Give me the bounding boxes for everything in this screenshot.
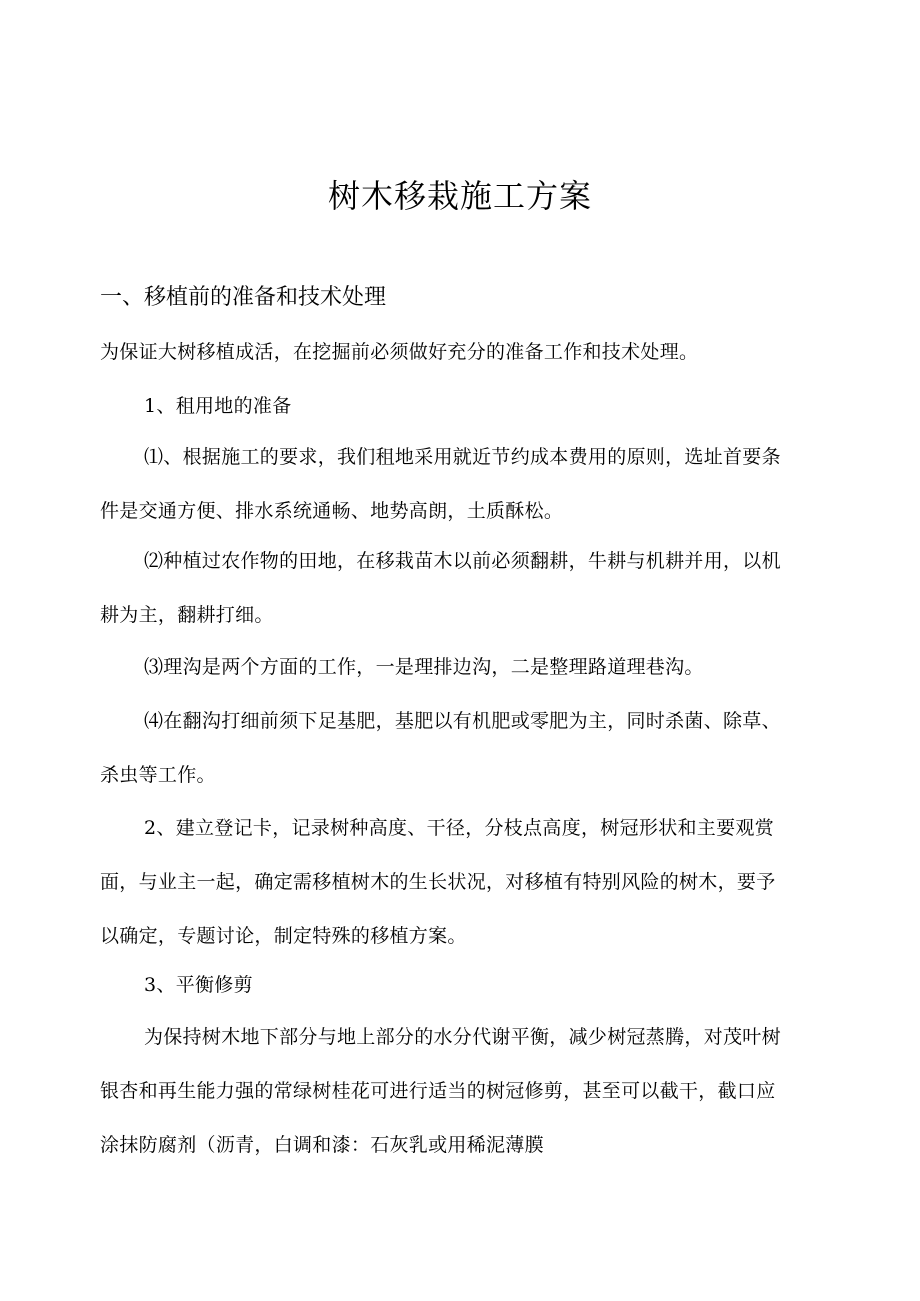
document-title: 树木移栽施工方案	[327, 177, 592, 215]
section-heading-1: 一、移植前的准备和技术处理	[100, 285, 387, 310]
item1-paragraph-4: ⑷在翻沟打细前须下足基肥，基肥以有机肥或零肥为主，同时杀菌、除草、杀虫等工作。	[100, 710, 781, 786]
section-intro: 为保证大树移植成活，在挖掘前必须做好充分的准备工作和技术处理。	[100, 341, 699, 363]
item1-paragraph-1: ⑴、根据施工的要求，我们租地采用就近节约成本费用的原则，选址首要条件是交通方便、排水系统通畅、地势高朗，土质酥松。	[100, 446, 781, 522]
item3-paragraph-1: 为保持树木地下部分与地上部分的水分代谢平衡，减少树冠蒸腾，对茂叶树银杏和再生能力强的常绿树桂花可进行适当的树冠修剪，甚至可以截干，截口应涂抹防腐剂（沥青，白调和漆：石灰乳或用稀泥薄膜	[100, 1026, 781, 1156]
item1-paragraph-3: ⑶理沟是两个方面的工作，一是理排边沟，二是整理路道理巷沟。	[144, 656, 704, 678]
item1-heading: 1、租用地的准备	[144, 395, 292, 417]
item3-heading: 3、平衡修剪	[144, 974, 253, 996]
item2-paragraph: 2、建立登记卡，记录树种高度、干径，分枝点高度，树冠形状和主要观赏面，与业主一起，确定需移植树木的生长状况，对移植有特别风险的树木，要予以确定，专题讨论，制定特殊的移植方案。	[100, 817, 776, 947]
item1-paragraph-2: ⑵种植过农作物的田地，在移栽苗木以前必须翻耕，牛耕与机耕并用，以机耕为主，翻耕打细。	[100, 550, 781, 626]
